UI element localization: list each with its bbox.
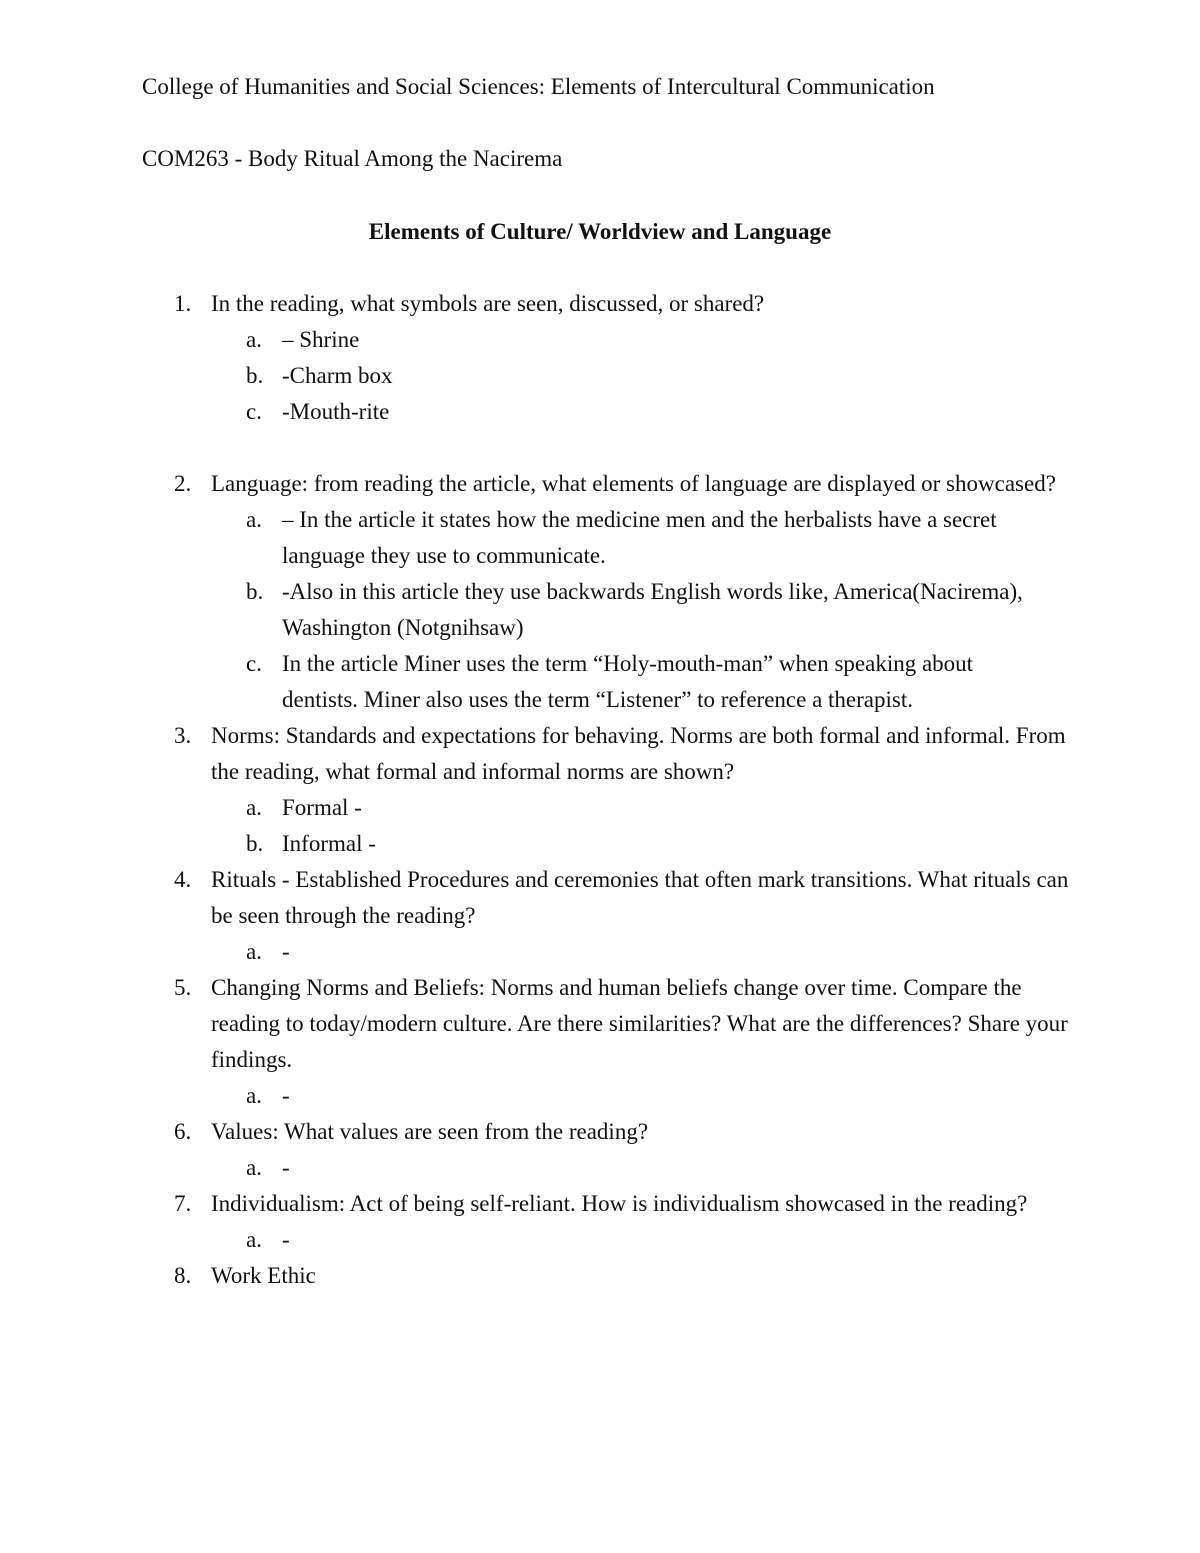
question-text: Individualism: Act of being self-reliant. How is individualism showcased in the reading? (211, 1191, 1028, 1216)
question-number: 5. (174, 975, 192, 1000)
answer-item (211, 1222, 1042, 1258)
answer-letter: a. (246, 1227, 262, 1252)
question-text: Norms: Standards and expectations for behaving. Norms are both formal and informal. From the reading, what formal and informal norms are shown? (211, 723, 1066, 784)
answer-item (211, 394, 1042, 430)
answer-item (211, 934, 1042, 970)
question-item (0, 862, 1071, 970)
answer-item (211, 646, 1042, 718)
answer-letter: b. (246, 831, 264, 856)
answer-text: Formal - (282, 795, 362, 820)
answer-list (211, 934, 1071, 970)
answer-list (211, 1078, 1071, 1114)
question-item (0, 1114, 1071, 1186)
answer-item (211, 322, 1042, 358)
answer-letter: c. (246, 651, 262, 676)
question-number: 8. (174, 1263, 192, 1288)
answer-text: – Shrine (282, 327, 360, 352)
answer-text: - (282, 1155, 290, 1180)
answer-item (211, 826, 1042, 862)
question-item (0, 1186, 1071, 1258)
answer-text: - (282, 939, 290, 964)
answer-letter: a. (246, 939, 262, 964)
answer-list (211, 502, 1071, 718)
question-text: In the reading, what symbols are seen, discussed, or shared? (211, 291, 765, 316)
question-item (0, 1258, 1071, 1294)
answer-letter: a. (246, 1083, 262, 1108)
question-item (0, 466, 1071, 718)
answer-item (211, 1150, 1042, 1186)
answer-text: -Also in this article they use backwards English words like, America(Nacirema), Washington (Notgnihsaw) (282, 579, 1023, 640)
question-text: Rituals - Established Procedures and ceremonies that often mark transitions. What rituals can be seen through the reading? (211, 867, 1069, 928)
question-number: 3. (174, 723, 192, 748)
answer-item (211, 790, 1042, 826)
answer-list (211, 1222, 1071, 1258)
question-text: Changing Norms and Beliefs: Norms and human beliefs change over time. Compare the reading to today/modern culture. Are there similarities? What are the differences? Share your findings. (211, 975, 1068, 1072)
college-course-header: College of Humanities and Social Sciences: Elements of Intercultural Communication (142, 74, 935, 99)
answer-text: -Charm box (282, 363, 393, 388)
question-number: 4. (174, 867, 192, 892)
section-title: Elements of Culture/ Worldview and Language (368, 219, 832, 244)
answer-text: - (282, 1227, 290, 1252)
answer-text: Informal - (282, 831, 376, 856)
answer-letter: c. (246, 399, 262, 424)
answer-item (211, 574, 1042, 646)
answer-text: - (282, 1083, 290, 1108)
question-item (0, 970, 1071, 1114)
question-text: Language: from reading the article, what elements of language are displayed or showcased? (211, 471, 1056, 496)
question-item (0, 718, 1071, 862)
question-item (0, 286, 1071, 430)
answer-item (211, 502, 1042, 574)
assignment-title: COM263 - Body Ritual Among the Nacirema (142, 146, 563, 171)
answer-list (211, 790, 1071, 862)
answer-letter: a. (246, 327, 262, 352)
answer-text: – In the article it states how the medicine men and the herbalists have a secret language they use to communicate. (282, 507, 997, 568)
answer-text: In the article Miner uses the term “Holy-mouth-man” when speaking about dentists. Miner also uses the term “Listener” to reference a therapist. (282, 651, 974, 712)
answer-letter: a. (246, 795, 262, 820)
question-number: 2. (174, 471, 192, 496)
answer-list (211, 322, 1071, 430)
question-number: 7. (174, 1191, 192, 1216)
answer-letter: b. (246, 363, 264, 388)
answer-letter: b. (246, 579, 264, 604)
answer-item (211, 358, 1042, 394)
answer-list (211, 1150, 1071, 1186)
answer-item (211, 1078, 1042, 1114)
question-number: 6. (174, 1119, 192, 1144)
answer-letter: a. (246, 1155, 262, 1180)
question-text: Work Ethic (211, 1263, 316, 1288)
question-number: 1. (174, 291, 192, 316)
question-list (0, 286, 1200, 1294)
question-text: Values: What values are seen from the reading? (211, 1119, 649, 1144)
answer-letter: a. (246, 507, 262, 532)
answer-text: -Mouth-rite (282, 399, 390, 424)
